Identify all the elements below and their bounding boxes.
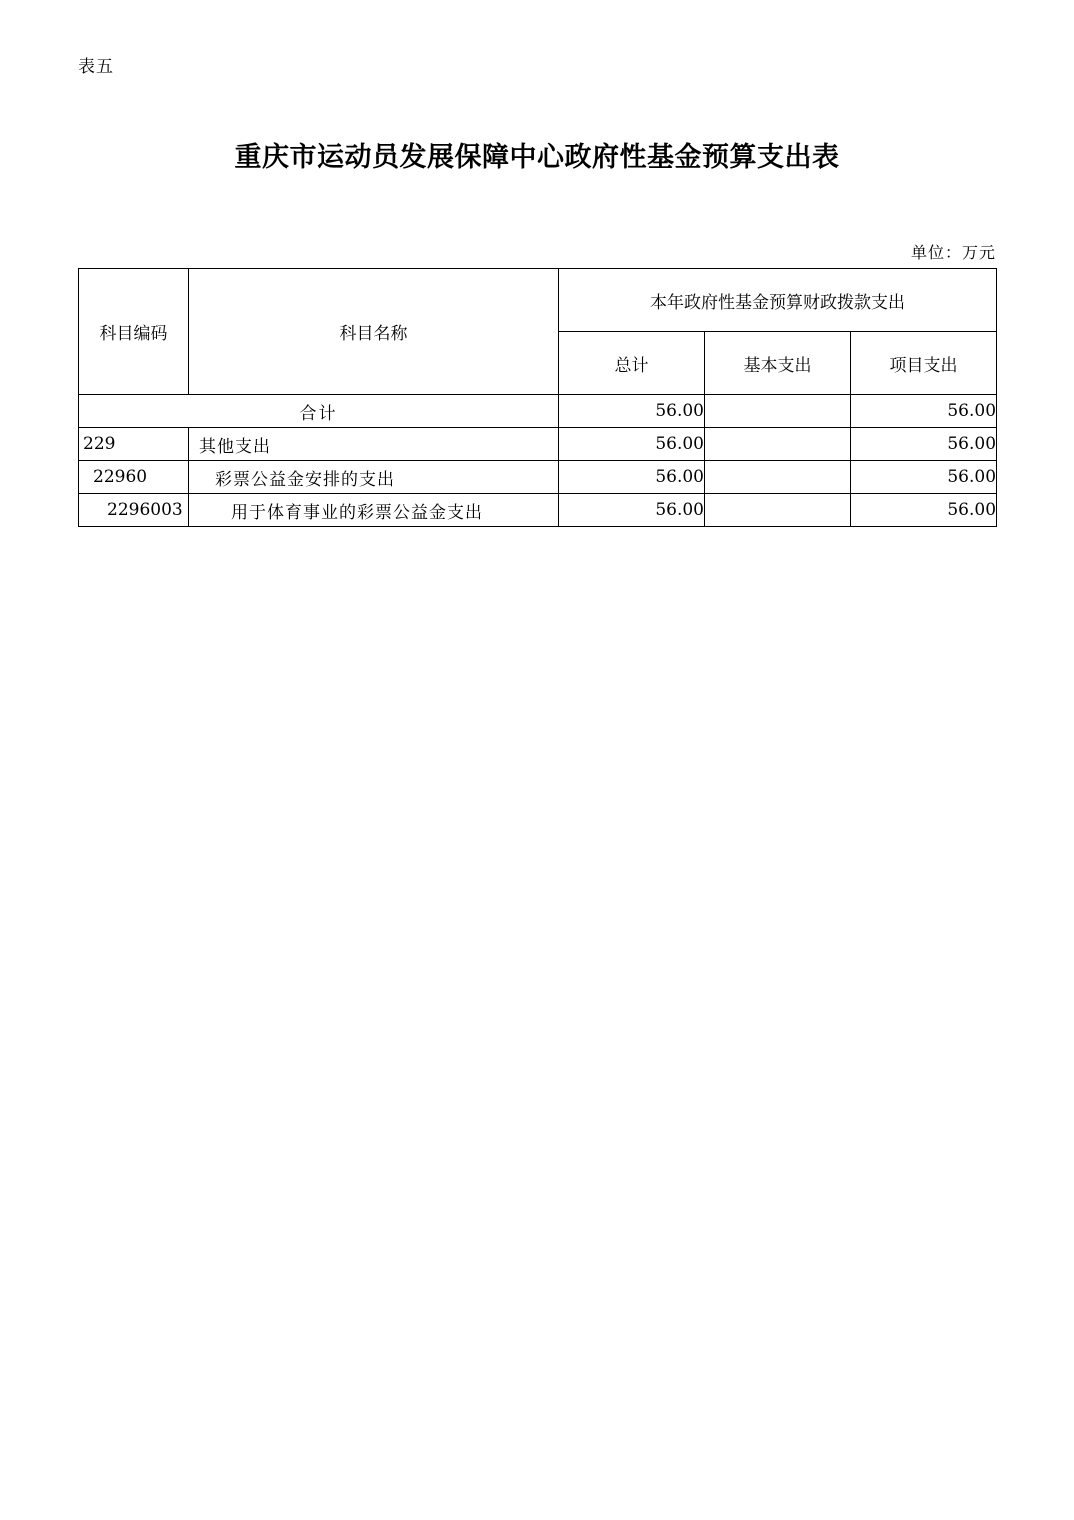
row-project: 56.00 [851,494,997,527]
sheet-label: 表五 [78,57,114,77]
page-title: 重庆市运动员发展保障中心政府性基金预算支出表 [234,142,840,173]
total-row-project: 56.00 [851,395,997,428]
row-name: 用于体育事业的彩票公益金支出 [189,494,559,527]
row-code: 2296003 [79,494,189,527]
table-row [79,494,997,527]
header-name: 科目名称 [189,269,559,395]
header-code: 科目编码 [79,269,189,395]
row-code: 22960 [79,461,189,494]
table-row [79,461,997,494]
table-header-row-1 [79,269,997,332]
row-name: 其他支出 [189,428,559,461]
total-row-basic [705,395,851,428]
header-total: 总计 [559,332,705,395]
row-basic [705,494,851,527]
table-row [79,428,997,461]
row-project: 56.00 [851,461,997,494]
unit-note: 单位：万元 [910,243,996,262]
row-total: 56.00 [559,494,705,527]
header-group-gov-fund: 本年政府性基金预算财政拨款支出 [559,269,997,332]
header-project: 项目支出 [851,332,997,395]
budget-expenditure-table [78,268,997,527]
row-code: 229 [79,428,189,461]
row-total: 56.00 [559,461,705,494]
row-total: 56.00 [559,428,705,461]
row-name: 彩票公益金安排的支出 [189,461,559,494]
row-basic [705,461,851,494]
row-basic [705,428,851,461]
total-row-label: 合计 [79,395,559,428]
total-row-total: 56.00 [559,395,705,428]
row-project: 56.00 [851,428,997,461]
header-basic: 基本支出 [705,332,851,395]
table-row-total [79,395,997,428]
